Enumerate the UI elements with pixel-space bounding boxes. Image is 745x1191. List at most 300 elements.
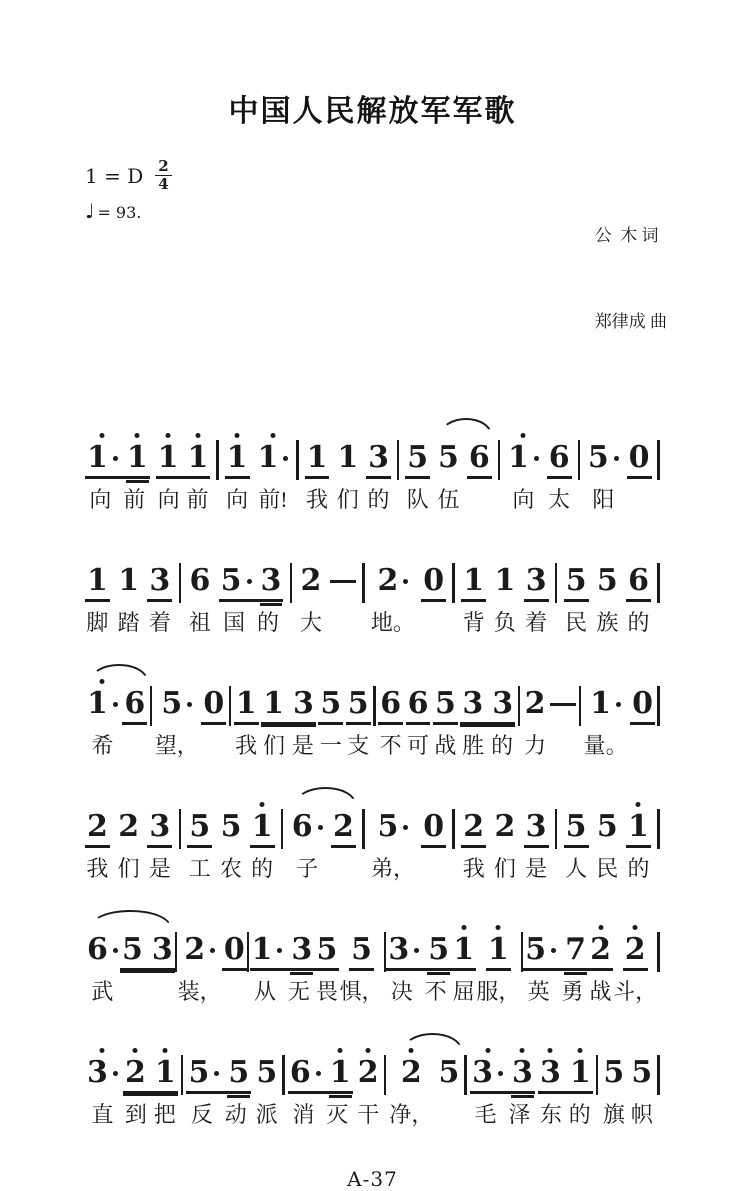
note-row [492,798,517,848]
note-row [186,1044,251,1094]
note: 1 [87,563,108,599]
lyric-row [290,855,325,883]
note-row [547,429,572,479]
lyric-row [626,855,651,883]
lyric: 农 [219,856,242,882]
lyric: 服， [476,979,521,1005]
system [85,798,660,883]
note: 5 [434,686,456,722]
lyric-row [595,609,620,637]
note-group [116,798,141,883]
lyric: 勇 [561,979,584,1005]
note-row [318,675,343,725]
barline [555,563,558,603]
page-number: A-37 [347,1167,398,1191]
note-group [123,1044,178,1129]
note: 1 [227,443,248,473]
meta-row [0,130,745,395]
barline [281,809,284,849]
note: 3 [151,932,173,968]
lyric: 向 [226,487,249,513]
barline [296,440,299,480]
barline [555,809,558,849]
lyric-row [601,1101,626,1129]
lyric: 胜 [462,733,485,759]
octave-dot-icon [496,925,501,930]
note-group [389,1044,433,1129]
lyric-row [123,1101,178,1129]
lyric: 子 [296,856,319,882]
note-group [255,429,290,514]
lyric-row [340,978,384,1006]
note-row [123,1044,178,1094]
note-row [626,798,651,848]
note-row [305,429,330,479]
note-row [406,675,431,725]
credits-block [595,164,667,395]
note-row [626,552,651,602]
note: 3 [291,932,313,968]
note: 0 [223,932,245,968]
barline [362,563,365,603]
octave-dot-icon [548,1048,553,1053]
note-group [288,1044,353,1129]
note-group [299,552,324,637]
barline [150,686,153,726]
composer-credit: 郑律成 曲 [594,312,667,332]
lyric: 脚 [86,610,109,636]
augmentation-dot-icon [403,825,408,830]
lyric: 是 [525,856,548,882]
lyric: 弟， [370,856,415,882]
lyric-row [147,609,172,637]
lyric-row [627,486,652,514]
lyric: 反 [190,1102,213,1128]
note-group [122,675,147,760]
note: 6 [548,440,570,476]
note-row [433,675,458,725]
note-row [451,921,476,971]
lyric-row [405,486,430,514]
note: 2 [87,809,108,845]
lyric-row [85,486,150,514]
octave-dot-icon [166,433,171,438]
note: 6 [124,686,146,722]
note-group [250,798,275,883]
octave-dot-icon [485,1048,490,1053]
note-row [492,552,517,602]
lyric-row [187,609,212,637]
lyric-row [461,855,486,883]
lyric: 的 [627,856,650,882]
note: 5 [256,1055,278,1091]
note-group [436,429,461,514]
lyric: 的 [491,733,514,759]
note-row [627,429,652,479]
lyric-row [299,609,324,637]
note-group [250,921,315,1006]
note-group [461,798,486,883]
note-row [116,798,141,848]
lyric: 量。 [583,733,628,759]
note-group [85,921,120,1006]
note-row [588,675,623,725]
augmentation-dot-icon [113,948,118,953]
lyric-row [389,1101,433,1129]
note: 5 [596,809,618,845]
note: 1 [155,1058,176,1088]
barline [179,563,182,603]
lyric: 队 [406,487,429,513]
note: 3 [472,1058,503,1088]
note-row [467,429,492,479]
note-group [421,552,446,637]
note-group [470,1044,535,1129]
note: 0 [203,686,225,722]
lyric-row [356,1101,381,1129]
note: 1 [337,440,359,476]
lyric: 前! [258,487,288,513]
note-row [405,429,430,479]
lyric: 畏 [315,979,338,1005]
note-group [476,921,520,1006]
note-row [288,1044,353,1094]
lyric: 们 [336,487,359,513]
quarter-note-icon: ♩ [85,198,95,223]
note-group [451,921,476,1006]
note: 2 [463,809,485,845]
lyric-row [254,1101,279,1129]
lyric-row [116,855,141,883]
lyric-row [470,1101,535,1129]
lyric: 工 [188,856,211,882]
lyric: 到 [124,1102,147,1128]
note-row [156,429,211,479]
note: 5 [316,932,338,968]
barline [282,1055,285,1095]
note: 0 [632,686,653,722]
note: 3 [512,1058,533,1088]
note-row [222,921,247,971]
octave-dot-icon [100,1048,105,1053]
key-signature-row [85,158,172,194]
note: 3 [492,686,514,722]
octave-dot-icon [338,1048,343,1053]
lyric-row [85,978,120,1006]
lyric-row [564,855,589,883]
lyric-row [122,732,147,760]
note-group [564,552,589,637]
measure-cells [85,798,660,883]
augmentation-dot-icon [316,1071,321,1076]
note-group [261,675,316,760]
note-group [523,675,548,760]
note-row [506,429,541,479]
lyric: 我 [235,733,258,759]
note-row [147,552,172,602]
note-group [85,798,110,883]
lyric-row [436,486,461,514]
lyric: 不 [379,733,402,759]
note-group [219,798,244,883]
note: 3 [462,686,484,722]
barline [657,932,660,972]
barline [657,1055,660,1095]
system [85,921,660,1006]
note: 6 [628,563,649,599]
lyric: 我 [306,487,329,513]
note-group [147,552,172,637]
note: 2 [358,1058,379,1088]
lyric-row [588,978,613,1006]
lyric-row [467,486,492,514]
note-row [299,552,324,602]
lyric: 消 [292,1102,315,1128]
note-group [627,429,652,514]
sustain-dash [330,580,356,583]
note: 2 [184,935,215,965]
note: 5 [122,932,143,968]
note-group [85,552,110,637]
barline [596,1055,599,1095]
lyric-row [366,486,391,514]
note-group [405,429,430,514]
lyric-row [371,609,415,637]
lyric-row [506,486,541,514]
lyric-row [155,732,199,760]
note: 3 [525,563,547,599]
barline [216,440,219,480]
note: 5 [438,440,459,476]
note: 2 [401,1058,422,1088]
note-group [366,429,391,514]
lyric-row [85,732,120,760]
lyric-row [147,855,172,883]
note: 1 [127,443,148,473]
lyric: 着 [525,610,548,636]
note-group [305,429,330,514]
note: 5 [228,1055,250,1091]
note: 2 [524,686,546,722]
note: 5 [588,443,619,473]
note-group [595,552,620,637]
augmentation-dot-icon [113,702,118,707]
lyric: 支 [347,733,370,759]
note: 0 [423,563,445,599]
lyric: 们 [263,733,286,759]
lyric-row [250,978,315,1006]
sustain-dash [550,703,576,706]
octave-dot-icon [100,433,105,438]
note-row [378,675,403,725]
lyric-row [314,978,339,1006]
note-group [613,921,657,1006]
note-group [371,552,415,637]
note-group [356,1044,381,1129]
lyric-row [201,732,226,760]
note-group [85,675,120,760]
measure-cells [85,921,660,1006]
note-row [85,429,150,479]
note: 5 [189,809,211,845]
note-group [335,429,360,514]
lyric: 毛 [474,1102,497,1128]
note-row [254,1044,279,1094]
note-row [349,921,374,971]
lyric-row [547,486,572,514]
lyric: 惧， [339,979,384,1005]
lyric-row [219,855,244,883]
note: 7 [565,932,586,968]
lyric: 决 [390,979,413,1005]
note-row [523,921,588,971]
note-row [436,429,461,479]
note: 5 [565,563,587,599]
note-row [601,1044,626,1094]
note: 2 [118,809,140,845]
lyric-row [584,732,628,760]
lyric-row [451,978,476,1006]
lyric-row [538,1101,593,1129]
barline [229,686,232,726]
lyric-row [255,486,290,514]
note-group [421,798,446,883]
lyric-row [564,609,589,637]
note-row [250,921,315,971]
lyric: 斗， [613,979,658,1005]
barline [452,563,455,603]
lyric: 泽 [508,1102,531,1128]
lyric: 人 [565,856,588,882]
lyric-row [85,855,110,883]
lyric-row [476,978,520,1006]
note-row [461,798,486,848]
note-row [225,429,250,479]
augmentation-dot-icon [498,1071,503,1076]
lyric: 的 [256,610,279,636]
note-row [595,552,620,602]
lyric: 的 [367,487,390,513]
lyricist-credit: 公 木 词 [594,225,659,245]
lyric-row [85,1101,120,1129]
note-row [290,798,325,848]
octave-dot-icon [195,433,200,438]
lyric-row [626,609,651,637]
note: 1 [87,689,118,719]
barline [578,440,581,480]
octave-dot-icon [260,802,265,807]
note: 3 [525,809,547,845]
note-group [85,429,150,514]
lyric: 是 [291,733,314,759]
note-group [219,552,284,637]
lyric: 民 [596,856,619,882]
note-row [85,675,120,725]
lyric-row [178,978,222,1006]
note: 2 [625,935,646,965]
lyric: 太 [548,487,571,513]
note: 1 [463,563,485,599]
note-row [523,675,548,725]
lyric: 灭 [326,1102,349,1128]
note-group [524,798,549,883]
lyric-row [261,732,316,760]
note-row [399,1044,424,1094]
lyric: 干 [357,1102,380,1128]
barline [579,686,582,726]
note-row [629,1044,654,1094]
lyric: 们 [493,856,516,882]
note: 1 [306,440,328,476]
barline [657,563,660,603]
augmentation-dot-icon [283,456,288,461]
lyric: 无 [287,979,310,1005]
note: 1 [235,686,257,722]
lyric: 帜 [630,1102,653,1128]
note: 1 [252,812,273,842]
lyric-row [250,855,275,883]
note-row [250,798,275,848]
note: 6 [189,563,211,599]
note-row [470,1044,535,1094]
note-row [116,552,141,602]
lyric: 动 [224,1102,247,1128]
note-row [623,921,648,971]
augmentation-dot-icon [534,456,539,461]
lyric-row [629,1101,654,1129]
lyric-row [523,978,588,1006]
barline [384,1055,387,1095]
note-group [630,675,655,760]
lyric-row [318,732,343,760]
note: 5 [407,440,429,476]
note: 5 [347,686,369,722]
octave-dot-icon [100,679,105,684]
augmentation-dot-icon [210,948,215,953]
lyric-row [595,855,620,883]
lyric-row [524,609,549,637]
lyric: 旗 [602,1102,625,1128]
barline [518,686,521,726]
octave-dot-icon [598,925,603,930]
note-row [421,798,446,848]
note: 2 [590,935,611,965]
measure-cells [85,1044,660,1129]
lyric-row [186,1101,251,1129]
note-group [187,798,212,883]
note-group [629,1044,654,1129]
note: 5 [525,935,556,965]
lyric: 族 [596,610,619,636]
lyric: 净， [389,1102,434,1128]
barline [498,440,501,480]
note: 5 [565,809,587,845]
lyric: 阳 [592,487,615,513]
note-group [201,675,226,760]
note-group [524,552,549,637]
note-group [85,1044,120,1129]
note-row [588,921,613,971]
lyric-row [305,486,330,514]
note: 5 [438,1055,460,1091]
note-group [492,552,517,637]
note-group [601,1044,626,1129]
lyric-row [524,855,549,883]
note: 3 [149,809,171,845]
note-group [436,1044,461,1129]
note: 2 [125,1058,146,1088]
note-group [290,798,325,883]
